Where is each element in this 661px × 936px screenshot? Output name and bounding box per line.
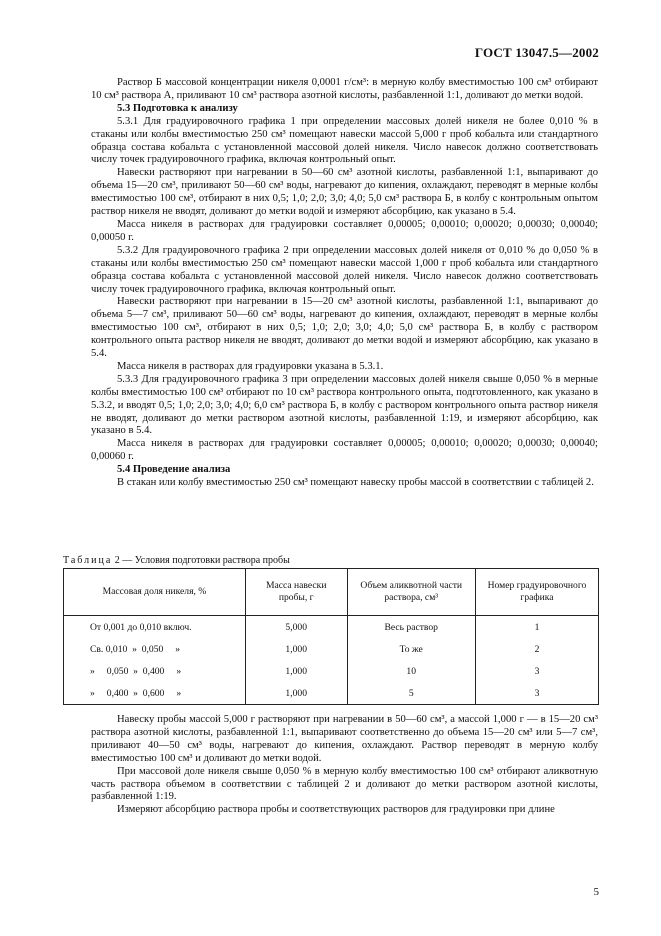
cell-graph: 1 (475, 616, 598, 639)
cell-range: » 0,050 » 0,400 » (64, 660, 246, 682)
page-number: 5 (593, 886, 599, 898)
paragraph-sample-dissolve: Навеску пробы массой 5,000 г растворяют при нагревании в 50—60 см³, а массой 1,000 г — в 15—20 см³ раствора азотной кислоты, разбавленной 1:1, выпаривают соответственно до объема 15—20 см³ или 5—7 см³, приливают 40—50 см³ воды, нагревают до кипения, охлаждают. Раствор переводят в мерную колбу вместимостью 100 см³ и доливают до метки водой. (91, 714, 598, 764)
main-text (91, 77, 598, 490)
header-sample-mass: Масса навески пробы, г (245, 569, 347, 616)
table-row (64, 660, 599, 682)
cell-mass: 1,000 (245, 682, 347, 705)
table-row (64, 682, 599, 705)
cell-graph: 3 (475, 660, 598, 682)
heading-5-4: 5.4 Проведение анализа (117, 464, 231, 476)
table-header-row (64, 569, 599, 616)
paragraph-5-4: В стакан или колбу вместимостью 250 см³ помещают навеску пробы массой в соответствии с таблицей 2. (117, 477, 594, 489)
cell-mass: 1,000 (245, 638, 347, 660)
after-table-text (91, 714, 598, 817)
conditions-table (63, 568, 599, 705)
paragraph-5-3-2: 5.3.2 Для градуировочного графика 2 при определении массовых долей никеля от 0,010 % до 0,050 % в стаканы или колбы вместимостью 250 см³ помещают навески массой 1,000 г проб кобальта или стандартного образца состава кобальта с установленной массовой долей никеля. Число навесок должно соответствовать числу точек градуировочного графика, включая контрольный опыт. (91, 244, 598, 295)
paragraph-5-3-3: 5.3.3 Для градуировочного графика 3 при определении массовых долей никеля свыше 0,050 % в мерные колбы вместимостью 100 см³ отбирают по 10 см³ раствора контрольного опыта, подготовленного, как указано в 5.3.2, и вводят 0,5; 1,0; 2,0; 3,0; 4,0; 6,0 см³ раствора Б, в колбу с раствором контрольного опыта раствор никеля не вводят, доливают до метки раствором азотной кислоты, разбавленной 1:19, и измеряют абсорбцию, как указано в 5.4. (91, 373, 598, 437)
table-caption (63, 555, 290, 566)
paragraph-5-3-1-mass: Масса никеля в растворах для градуировки составляет 0,00005; 0,00010; 0,00020; 0,00030; 0,00040; 0,00050 г. (91, 218, 598, 243)
table-row (64, 638, 599, 660)
cell-aliquot: 5 (347, 682, 475, 705)
cell-graph: 2 (475, 638, 598, 660)
paragraph-5-3-2-mass: Масса никеля в растворах для градуировки указана в 5.3.1. (117, 360, 384, 372)
paragraph-5-3-1-dissolve: Навески растворяют при нагревании в 50—60 см³ азотной кислоты, разбавленной 1:1, выпаривают до объема 15—20 см³, приливают 50—60 см³ воды, нагревают до кипения, охлаждают, переводят в мерные колбы вместимостью 100 см³, отбирают в них 0,5; 1,0; 2,0; 3,0; 4,0; 5,0 см³ раствора Б, в колбу с контрольным опытом раствор никеля не вводят, доливают до метки водой и измеряют абсорбцию, как указано в 5.4. (91, 167, 598, 218)
header-nickel-fraction: Массовая доля никеля, % (64, 569, 246, 616)
table-row (64, 616, 599, 639)
cell-mass: 1,000 (245, 660, 347, 682)
cell-range: Св. 0,010 » 0,050 » (64, 638, 246, 660)
cell-aliquot: 10 (347, 660, 475, 682)
paragraph-solution-b: Раствор Б массовой концентрации никеля 0,0001 г/см³: в мерную колбу вместимостью 100 см³ отбирают 10 см³ раствора А, приливают 10 см³ раствора азотной кислоты, разбавленной 1:1, доливают до метки водой. (91, 77, 598, 101)
standard-header: ГОСТ 13047.5—2002 (474, 45, 599, 60)
paragraph-aliquot: При массовой доле никеля свыше 0,050 % в мерную колбу вместимостью 100 см³ отбирают аликвотную часть раствора объемом в соответствии с таблицей 2 и доливают до метки раствором азотной кислоты, разбавленной 1:19. (91, 765, 598, 803)
paragraph-measure: Измеряют абсорбцию раствора пробы и соответствующих растворов для градуировки при длине (117, 804, 555, 816)
cell-graph: 3 (475, 682, 598, 705)
cell-range: От 0,001 до 0,010 включ. (64, 616, 246, 639)
cell-aliquot: Весь раствор (347, 616, 475, 639)
paragraph-5-3-1: 5.3.1 Для градуировочного графика 1 при определении массовых долей никеля не более 0,010 % в стаканы или колбы вместимостью 250 см³ помещают навески массой 5,000 г проб кобальта или стандартного образца состава кобальта с установленной массовой долей никеля. Число навесок должно соответствовать числу точек градуировочного графика, включая контрольный опыт. (91, 115, 598, 166)
cell-aliquot: То же (347, 638, 475, 660)
heading-5-3: 5.3 Подготовка к анализу (117, 102, 238, 114)
cell-mass: 5,000 (245, 616, 347, 639)
table-caption-label: Таблица (63, 555, 113, 566)
header-aliquot-volume: Объем аликвотной части раствора, см³ (347, 569, 475, 616)
header-graph-number: Номер градуировочного графика (475, 569, 598, 616)
table-caption-text: 2 — Условия подготовки раствора пробы (114, 555, 290, 566)
paragraph-5-3-2-dissolve: Навески растворяют при нагревании в 15—20 см³ азотной кислоты, разбавленной 1:1, выпаривают до объема 5—7 см³, приливают 50—60 см³ воды, нагревают до кипения, охлаждают, переводят в мерные колбы вместимостью 100 см³, отбирают в них 0,5; 1,0; 2,0; 3,0; 4,0; 5,0 см³ раствора Б, в колбу с раствором контрольного опыта раствор никеля не вводят, доливают до метки водой и измеряют абсорбцию, как указано в 5.4. (91, 296, 598, 360)
cell-range: » 0,400 » 0,600 » (64, 682, 246, 705)
paragraph-5-3-3-mass: Масса никеля в растворах для градуировки составляет 0,00005; 0,00010; 0,00020; 0,00030; 0,00040; 0,00060 г. (91, 438, 598, 463)
